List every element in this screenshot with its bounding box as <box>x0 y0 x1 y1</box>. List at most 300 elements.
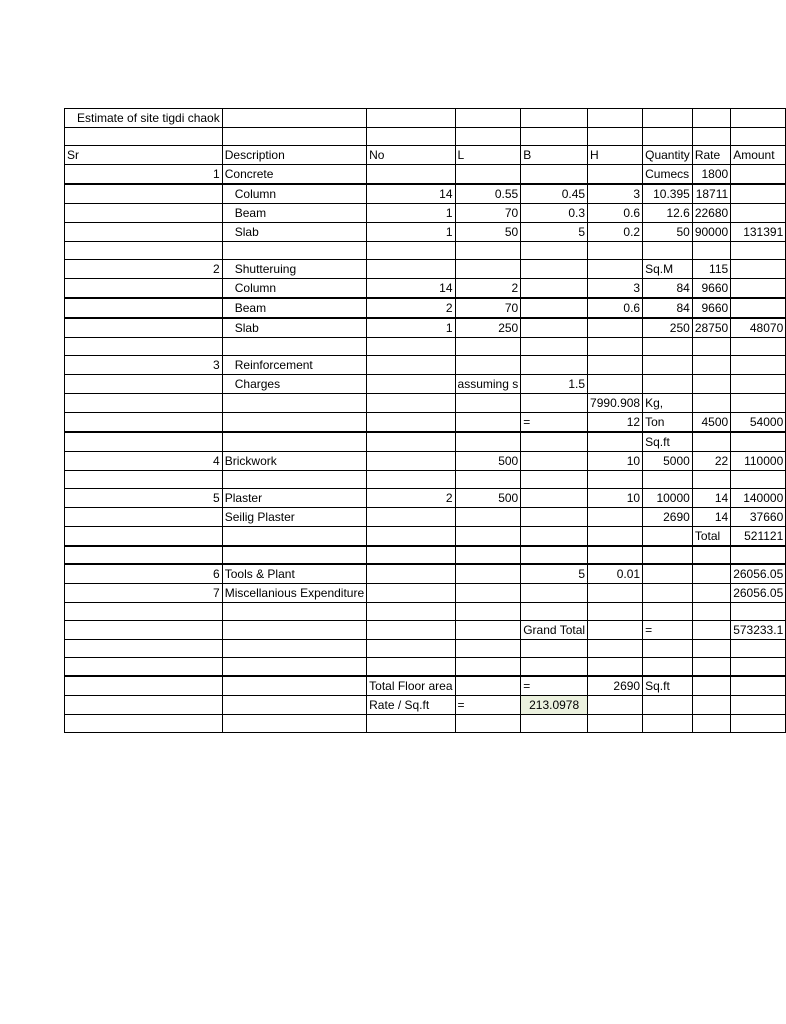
cell-h[interactable] <box>588 508 643 527</box>
cell-l[interactable] <box>455 676 521 696</box>
cell-rate[interactable] <box>692 338 730 356</box>
cell-description[interactable] <box>222 621 366 640</box>
cell-l[interactable] <box>455 260 521 279</box>
cell-sr[interactable] <box>65 432 223 452</box>
cell-description[interactable] <box>222 640 366 658</box>
cell-rate[interactable]: 115 <box>692 260 730 279</box>
cell-description[interactable]: Miscellanious Expenditure <box>222 584 366 603</box>
cell-l[interactable]: 70 <box>455 298 521 318</box>
cell-b[interactable] <box>521 546 588 564</box>
cell-rate[interactable] <box>692 394 730 413</box>
cell-l[interactable] <box>455 621 521 640</box>
cell-description[interactable]: Tools & Plant <box>222 564 366 584</box>
cell-l[interactable] <box>455 109 521 128</box>
cell-sr[interactable] <box>65 375 223 394</box>
cell-amount[interactable] <box>731 260 786 279</box>
cell-quantity[interactable]: 250 <box>643 318 693 338</box>
cell-sr[interactable] <box>65 413 223 433</box>
cell-amount[interactable] <box>731 242 786 260</box>
cell-h[interactable] <box>588 338 643 356</box>
cell-quantity[interactable] <box>643 658 693 676</box>
cell-quantity[interactable] <box>643 564 693 584</box>
cell-description[interactable]: Charges <box>222 375 366 394</box>
cell-l[interactable] <box>455 356 521 375</box>
cell-rate[interactable] <box>692 128 730 146</box>
cell-no[interactable] <box>367 452 455 471</box>
cell-amount[interactable]: 26056.05 <box>731 584 786 603</box>
cell-description[interactable] <box>222 242 366 260</box>
cell-rate[interactable]: Total <box>692 527 730 547</box>
cell-l[interactable] <box>455 640 521 658</box>
cell-amount[interactable]: 573233.1 <box>731 621 786 640</box>
cell-h[interactable]: 7990.908 <box>588 394 643 413</box>
cell-quantity[interactable]: 2690 <box>643 508 693 527</box>
cell-rate[interactable] <box>692 621 730 640</box>
cell-quantity[interactable] <box>643 375 693 394</box>
cell-quantity[interactable] <box>643 109 693 128</box>
cell-l[interactable] <box>455 564 521 584</box>
cell-h[interactable] <box>588 109 643 128</box>
cell-sr[interactable] <box>65 640 223 658</box>
cell-b[interactable] <box>521 584 588 603</box>
cell-h[interactable] <box>588 527 643 547</box>
cell-b[interactable] <box>521 279 588 299</box>
cell-l[interactable] <box>455 471 521 489</box>
cell-rate[interactable] <box>692 584 730 603</box>
cell-no[interactable] <box>367 564 455 584</box>
cell-amount[interactable] <box>731 714 786 732</box>
cell-h[interactable]: 12 <box>588 413 643 433</box>
cell-b[interactable] <box>521 338 588 356</box>
cell-sr[interactable] <box>65 318 223 338</box>
cell-h[interactable] <box>588 260 643 279</box>
cell-h[interactable] <box>588 375 643 394</box>
cell-quantity[interactable]: 84 <box>643 298 693 318</box>
cell-description[interactable] <box>222 394 366 413</box>
cell-l[interactable] <box>455 242 521 260</box>
cell-amount[interactable] <box>731 298 786 318</box>
cell-sr[interactable]: Estimate of site tigdi chaok <box>65 109 223 128</box>
cell-l[interactable]: L <box>455 146 521 165</box>
cell-sr[interactable] <box>65 471 223 489</box>
cell-l[interactable] <box>455 584 521 603</box>
cell-rate[interactable] <box>692 714 730 732</box>
cell-l[interactable] <box>455 432 521 452</box>
cell-b[interactable]: 0.45 <box>521 184 588 204</box>
cell-b[interactable] <box>521 508 588 527</box>
cell-sr[interactable]: 3 <box>65 356 223 375</box>
cell-rate[interactable] <box>692 471 730 489</box>
cell-sr[interactable]: 4 <box>65 452 223 471</box>
cell-l[interactable]: = <box>455 695 521 714</box>
cell-rate[interactable]: 22680 <box>692 204 730 223</box>
cell-sr[interactable] <box>65 394 223 413</box>
cell-description[interactable]: Slab <box>222 223 366 242</box>
cell-quantity[interactable] <box>643 695 693 714</box>
cell-description[interactable] <box>222 432 366 452</box>
cell-sr[interactable]: 5 <box>65 489 223 508</box>
cell-no[interactable]: 1 <box>367 204 455 223</box>
cell-amount[interactable]: 54000 <box>731 413 786 433</box>
cell-amount[interactable]: 110000 <box>731 452 786 471</box>
cell-h[interactable] <box>588 128 643 146</box>
table-row <box>65 584 786 603</box>
cell-no[interactable] <box>367 603 455 621</box>
cell-no[interactable] <box>367 640 455 658</box>
cell-b[interactable] <box>521 242 588 260</box>
cell-no[interactable]: Rate / Sq.ft <box>367 695 455 714</box>
cell-h[interactable] <box>588 621 643 640</box>
cell-l[interactable]: 500 <box>455 452 521 471</box>
cell-sr[interactable]: Sr <box>65 146 223 165</box>
cell-sr[interactable] <box>65 223 223 242</box>
cell-sr[interactable] <box>65 621 223 640</box>
cell-no[interactable] <box>367 260 455 279</box>
cell-quantity[interactable]: Sq.ft <box>643 676 693 696</box>
cell-sr[interactable] <box>65 714 223 732</box>
cell-sr[interactable]: 7 <box>65 584 223 603</box>
cell-description[interactable] <box>222 128 366 146</box>
cell-quantity[interactable] <box>643 471 693 489</box>
cell-b[interactable] <box>521 318 588 338</box>
cell-no[interactable] <box>367 546 455 564</box>
cell-no[interactable]: Total Floor area <box>367 676 455 696</box>
cell-sr[interactable] <box>65 695 223 714</box>
cell-h[interactable]: 3 <box>588 184 643 204</box>
cell-rate[interactable] <box>692 432 730 452</box>
cell-quantity[interactable] <box>643 527 693 547</box>
cell-description[interactable] <box>222 603 366 621</box>
cell-rate[interactable]: 1800 <box>692 165 730 185</box>
cell-amount[interactable] <box>731 356 786 375</box>
cell-quantity[interactable]: 10000 <box>643 489 693 508</box>
cell-h[interactable] <box>588 318 643 338</box>
cell-l[interactable] <box>455 527 521 547</box>
cell-l[interactable]: assuming s <box>455 375 521 394</box>
cell-b[interactable] <box>521 603 588 621</box>
cell-b[interactable] <box>521 356 588 375</box>
cell-quantity[interactable] <box>643 640 693 658</box>
cell-h[interactable]: 0.01 <box>588 564 643 584</box>
cell-description[interactable] <box>222 676 366 696</box>
cell-b[interactable]: B <box>521 146 588 165</box>
cell-amount[interactable]: 37660 <box>731 508 786 527</box>
cell-h[interactable] <box>588 603 643 621</box>
cell-amount[interactable] <box>731 128 786 146</box>
cell-description[interactable] <box>222 658 366 676</box>
cell-rate[interactable] <box>692 356 730 375</box>
cell-amount[interactable] <box>731 184 786 204</box>
cell-no[interactable] <box>367 128 455 146</box>
cell-sr[interactable] <box>65 298 223 318</box>
cell-amount[interactable] <box>731 394 786 413</box>
cell-sr[interactable]: 1 <box>65 165 223 185</box>
cell-quantity[interactable]: 12.6 <box>643 204 693 223</box>
cell-no[interactable] <box>367 714 455 732</box>
cell-sr[interactable] <box>65 508 223 527</box>
cell-b[interactable] <box>521 260 588 279</box>
cell-sr[interactable] <box>65 338 223 356</box>
cell-sr[interactable] <box>65 658 223 676</box>
cell-no[interactable]: 2 <box>367 298 455 318</box>
cell-rate[interactable] <box>692 658 730 676</box>
cell-b[interactable] <box>521 298 588 318</box>
cell-h[interactable] <box>588 584 643 603</box>
cell-h[interactable]: 10 <box>588 452 643 471</box>
cell-quantity[interactable] <box>643 546 693 564</box>
cell-l[interactable] <box>455 714 521 732</box>
cell-amount[interactable] <box>731 546 786 564</box>
cell-b[interactable]: 1.5 <box>521 375 588 394</box>
cell-no[interactable] <box>367 621 455 640</box>
estimate-spreadsheet <box>64 108 786 733</box>
cell-amount[interactable] <box>731 695 786 714</box>
cell-description[interactable]: Shutteruing <box>222 260 366 279</box>
cell-rate[interactable] <box>692 695 730 714</box>
cell-b[interactable]: 213.0978 <box>521 695 588 714</box>
cell-b[interactable] <box>521 109 588 128</box>
cell-description[interactable]: Column <box>222 279 366 299</box>
cell-amount[interactable]: Amount <box>731 146 786 165</box>
cell-amount[interactable] <box>731 676 786 696</box>
cell-sr[interactable] <box>65 676 223 696</box>
cell-l[interactable] <box>455 338 521 356</box>
cell-sr[interactable] <box>65 184 223 204</box>
cell-b[interactable]: 0.3 <box>521 204 588 223</box>
cell-description[interactable]: Plaster <box>222 489 366 508</box>
cell-quantity[interactable]: Kg, <box>643 394 693 413</box>
cell-description[interactable] <box>222 714 366 732</box>
cell-amount[interactable] <box>731 165 786 185</box>
cell-h[interactable] <box>588 714 643 732</box>
cell-amount[interactable] <box>731 658 786 676</box>
cell-amount[interactable]: 521121 <box>731 527 786 547</box>
cell-h[interactable]: 3 <box>588 279 643 299</box>
cell-l[interactable]: 0.55 <box>455 184 521 204</box>
cell-description[interactable]: Seilig Plaster <box>222 508 366 527</box>
cell-rate[interactable]: 22 <box>692 452 730 471</box>
cell-rate[interactable] <box>692 242 730 260</box>
cell-amount[interactable]: 48070 <box>731 318 786 338</box>
cell-b[interactable] <box>521 527 588 547</box>
cell-quantity[interactable] <box>643 242 693 260</box>
cell-no[interactable]: 14 <box>367 184 455 204</box>
cell-no[interactable] <box>367 413 455 433</box>
cell-amount[interactable] <box>731 640 786 658</box>
cell-quantity[interactable] <box>643 338 693 356</box>
cell-description[interactable] <box>222 546 366 564</box>
cell-b[interactable]: 5 <box>521 564 588 584</box>
cell-rate[interactable] <box>692 564 730 584</box>
cell-h[interactable]: 10 <box>588 489 643 508</box>
cell-description[interactable] <box>222 471 366 489</box>
cell-h[interactable] <box>588 432 643 452</box>
cell-quantity[interactable]: Cumecs <box>643 165 693 185</box>
cell-amount[interactable] <box>731 432 786 452</box>
cell-rate[interactable]: 9660 <box>692 279 730 299</box>
cell-description[interactable] <box>222 109 366 128</box>
cell-amount[interactable] <box>731 279 786 299</box>
cell-b[interactable] <box>521 471 588 489</box>
cell-no[interactable] <box>367 375 455 394</box>
cell-quantity[interactable] <box>643 603 693 621</box>
cell-h[interactable] <box>588 640 643 658</box>
cell-description[interactable] <box>222 695 366 714</box>
cell-b[interactable] <box>521 394 588 413</box>
cell-description[interactable]: Beam <box>222 298 366 318</box>
cell-no[interactable]: 1 <box>367 318 455 338</box>
cell-no[interactable] <box>367 165 455 185</box>
cell-h[interactable]: 0.2 <box>588 223 643 242</box>
cell-l[interactable]: 50 <box>455 223 521 242</box>
cell-amount[interactable] <box>731 338 786 356</box>
cell-b[interactable] <box>521 128 588 146</box>
cell-b[interactable] <box>521 489 588 508</box>
cell-rate[interactable] <box>692 546 730 564</box>
cell-no[interactable] <box>367 356 455 375</box>
cell-description[interactable] <box>222 527 366 547</box>
cell-no[interactable] <box>367 109 455 128</box>
cell-rate[interactable]: Rate <box>692 146 730 165</box>
cell-quantity[interactable]: 5000 <box>643 452 693 471</box>
cell-rate[interactable] <box>692 640 730 658</box>
cell-no[interactable] <box>367 584 455 603</box>
cell-amount[interactable] <box>731 109 786 128</box>
cell-amount[interactable] <box>731 204 786 223</box>
cell-l[interactable] <box>455 658 521 676</box>
cell-h[interactable]: 2690 <box>588 676 643 696</box>
cell-amount[interactable] <box>731 375 786 394</box>
cell-sr[interactable] <box>65 527 223 547</box>
cell-quantity[interactable]: Sq.ft <box>643 432 693 452</box>
cell-rate[interactable] <box>692 109 730 128</box>
cell-amount[interactable]: 140000 <box>731 489 786 508</box>
cell-quantity[interactable]: 50 <box>643 223 693 242</box>
cell-rate[interactable] <box>692 676 730 696</box>
cell-description[interactable]: Concrete <box>222 165 366 185</box>
cell-rate[interactable]: 9660 <box>692 298 730 318</box>
cell-b[interactable]: Grand Total <box>521 621 588 640</box>
cell-rate[interactable]: 18711 <box>692 184 730 204</box>
cell-description[interactable] <box>222 413 366 433</box>
cell-l[interactable] <box>455 546 521 564</box>
cell-l[interactable] <box>455 603 521 621</box>
cell-rate[interactable]: 28750 <box>692 318 730 338</box>
cell-quantity[interactable]: = <box>643 621 693 640</box>
cell-description[interactable] <box>222 338 366 356</box>
cell-sr[interactable]: 2 <box>65 260 223 279</box>
cell-amount[interactable]: 131391 <box>731 223 786 242</box>
cell-h[interactable] <box>588 695 643 714</box>
cell-rate[interactable]: 90000 <box>692 223 730 242</box>
cell-h[interactable]: 0.6 <box>588 204 643 223</box>
cell-sr[interactable] <box>65 204 223 223</box>
cell-quantity[interactable]: 84 <box>643 279 693 299</box>
cell-no[interactable] <box>367 242 455 260</box>
cell-l[interactable] <box>455 413 521 433</box>
cell-rate[interactable]: 4500 <box>692 413 730 433</box>
cell-description[interactable]: Reinforcement <box>222 356 366 375</box>
cell-b[interactable]: = <box>521 413 588 433</box>
cell-l[interactable] <box>455 128 521 146</box>
cell-l[interactable]: 500 <box>455 489 521 508</box>
cell-l[interactable]: 70 <box>455 204 521 223</box>
cell-l[interactable]: 2 <box>455 279 521 299</box>
cell-b[interactable] <box>521 165 588 185</box>
cell-amount[interactable] <box>731 471 786 489</box>
cell-h[interactable] <box>588 471 643 489</box>
cell-quantity[interactable]: Ton <box>643 413 693 433</box>
cell-h[interactable]: H <box>588 146 643 165</box>
cell-sr[interactable]: 6 <box>65 564 223 584</box>
cell-b[interactable] <box>521 714 588 732</box>
cell-no[interactable]: 1 <box>367 223 455 242</box>
cell-no[interactable] <box>367 394 455 413</box>
cell-no[interactable] <box>367 508 455 527</box>
cell-no[interactable]: 14 <box>367 279 455 299</box>
cell-quantity[interactable]: 10.395 <box>643 184 693 204</box>
cell-sr[interactable] <box>65 279 223 299</box>
cell-b[interactable] <box>521 432 588 452</box>
cell-quantity[interactable] <box>643 356 693 375</box>
cell-h[interactable] <box>588 165 643 185</box>
cell-description[interactable]: Brickwork <box>222 452 366 471</box>
cell-rate[interactable]: 14 <box>692 489 730 508</box>
cell-description[interactable]: Description <box>222 146 366 165</box>
cell-b[interactable] <box>521 640 588 658</box>
cell-rate[interactable]: 14 <box>692 508 730 527</box>
cell-b[interactable]: = <box>521 676 588 696</box>
cell-no[interactable] <box>367 432 455 452</box>
cell-description[interactable]: Beam <box>222 204 366 223</box>
cell-amount[interactable]: 26056.05 <box>731 564 786 584</box>
cell-h[interactable] <box>588 546 643 564</box>
cell-b[interactable] <box>521 452 588 471</box>
cell-l[interactable] <box>455 165 521 185</box>
cell-description[interactable]: Column <box>222 184 366 204</box>
cell-no[interactable] <box>367 338 455 356</box>
cell-quantity[interactable] <box>643 128 693 146</box>
cell-quantity[interactable] <box>643 714 693 732</box>
cell-sr[interactable] <box>65 128 223 146</box>
cell-l[interactable] <box>455 394 521 413</box>
cell-b[interactable]: 5 <box>521 223 588 242</box>
cell-sr[interactable] <box>65 242 223 260</box>
cell-rate[interactable] <box>692 603 730 621</box>
cell-sr[interactable] <box>65 603 223 621</box>
cell-no[interactable] <box>367 471 455 489</box>
cell-no[interactable] <box>367 658 455 676</box>
cell-quantity[interactable]: Sq.M <box>643 260 693 279</box>
cell-rate[interactable] <box>692 375 730 394</box>
cell-sr[interactable] <box>65 546 223 564</box>
cell-description[interactable]: Slab <box>222 318 366 338</box>
cell-h[interactable] <box>588 658 643 676</box>
cell-no[interactable]: 2 <box>367 489 455 508</box>
cell-h[interactable] <box>588 242 643 260</box>
cell-h[interactable] <box>588 356 643 375</box>
cell-b[interactable] <box>521 658 588 676</box>
cell-l[interactable]: 250 <box>455 318 521 338</box>
cell-quantity[interactable]: Quantity <box>643 146 693 165</box>
cell-quantity[interactable] <box>643 584 693 603</box>
table-row <box>65 204 786 223</box>
cell-h[interactable]: 0.6 <box>588 298 643 318</box>
cell-l[interactable] <box>455 508 521 527</box>
cell-no[interactable]: No <box>367 146 455 165</box>
cell-amount[interactable] <box>731 603 786 621</box>
cell-no[interactable] <box>367 527 455 547</box>
